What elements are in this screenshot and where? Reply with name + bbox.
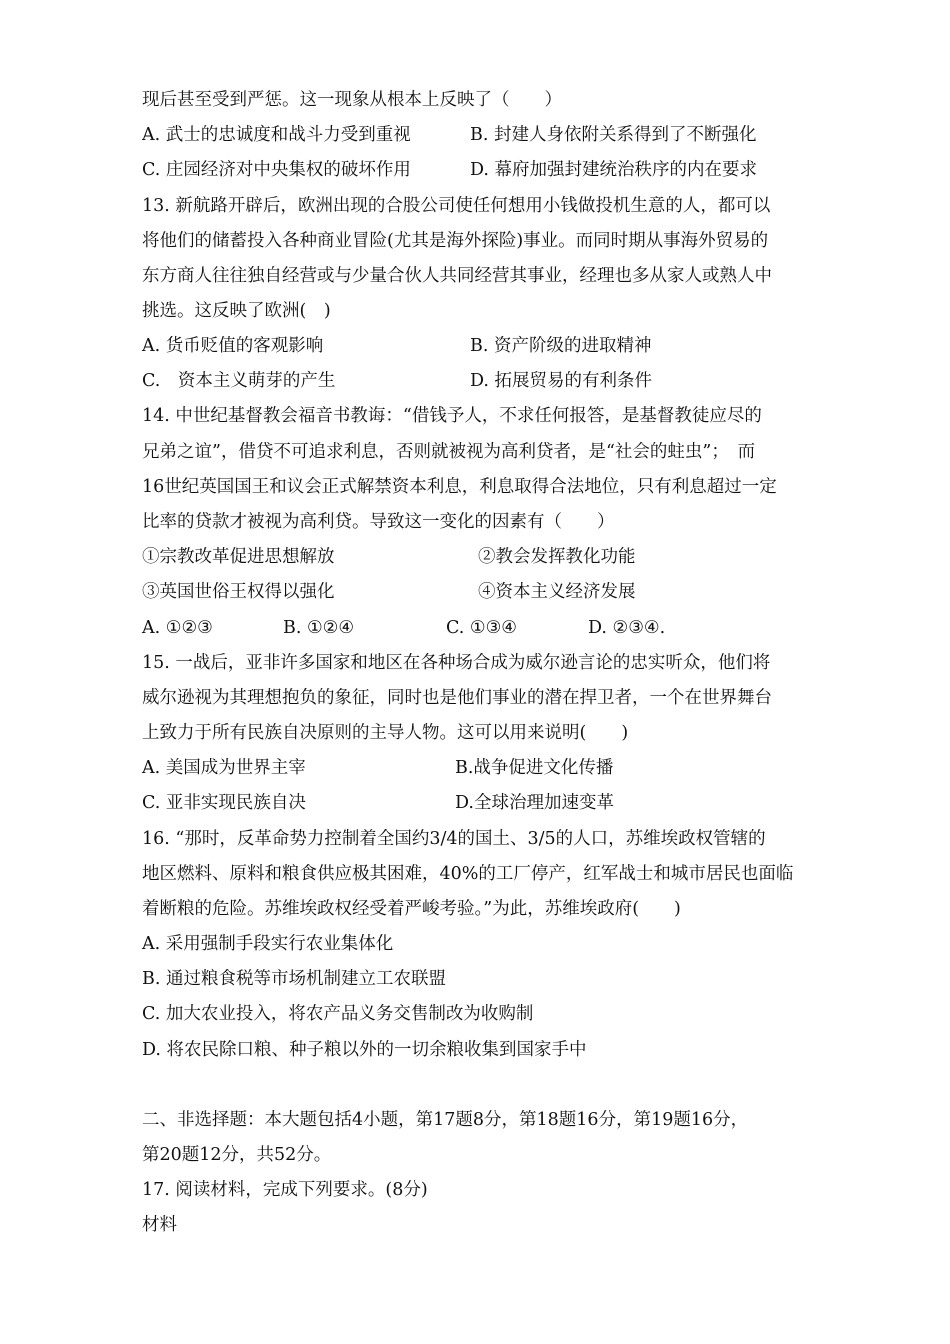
q13-line: 挑选。这反映了欧洲( ) bbox=[142, 301, 331, 321]
q15-line: 威尔逊视为其理想抱负的象征，同时也是他们事业的潜在捍卫者，一个在世界舞台 bbox=[142, 688, 772, 708]
q12-option-b: B. 封建人身依附关系得到了不断强化 bbox=[470, 125, 757, 145]
q13-line: 将他们的储蓄投入各种商业冒险(尤其是海外探险)事业。而同时期从事海外贸易的 bbox=[142, 231, 769, 251]
q15-option-b: B.战争促进文化传播 bbox=[455, 758, 614, 778]
q14-item-3: ③英国世俗王权得以强化 bbox=[142, 582, 335, 602]
q13-line: 13. 新航路开辟后，欧洲出现的合股公司使任何想用小钱做投机生意的人，都可以 bbox=[142, 196, 771, 216]
q15-option-c: C. 亚非实现民族自决 bbox=[142, 793, 306, 813]
q16-option-b: B. 通过粮食税等市场机制建立工农联盟 bbox=[142, 969, 446, 989]
q13-line: 东方商人往往独自经营或与少量合伙人共同经营其事业，经理也多从家人或熟人中 bbox=[142, 266, 772, 286]
q12-option-a: A. 武士的忠诚度和战斗力受到重视 bbox=[142, 125, 411, 145]
q16-line: 着断粮的危险。苏维埃政权经受着严峻考验。”为此，苏维埃政府( ) bbox=[142, 899, 681, 919]
q16-line: 16. “那时，反革命势力控制着全国约3/4的国土、3/5的人口，苏维埃政权管辖的 bbox=[142, 829, 766, 849]
q12-option-c: C. 庄园经济对中央集权的破坏作用 bbox=[142, 160, 411, 180]
q15-option-a: A. 美国成为世界主宰 bbox=[142, 758, 306, 778]
q14-line: 比率的贷款才被视为高利贷。导致这一变化的因素有（ ） bbox=[142, 512, 615, 532]
q17-title: 17. 阅读材料，完成下列要求。(8分) bbox=[142, 1180, 428, 1200]
q15-line: 15. 一战后，亚非许多国家和地区在各种场合成为威尔逊言论的忠实听众，他们将 bbox=[142, 653, 771, 673]
q16-option-a: A. 采用强制手段实行农业集体化 bbox=[142, 934, 394, 954]
q15-option-d: D.全球治理加速变革 bbox=[455, 793, 614, 813]
q14-line: 14. 中世纪基督教会福音书教诲：“借钱予人，不求任何报答，是基督教徒应尽的 bbox=[142, 406, 762, 426]
section2-heading-cont: 第20题12分，共52分。 bbox=[142, 1145, 332, 1165]
q14-option-b: B. ①②④ bbox=[283, 618, 355, 638]
q14-option-a: A. ①②③ bbox=[142, 618, 213, 638]
q14-line: 兄弟之谊”，借贷不可追求利息，否则就被视为高利贷者，是“社会的蛀虫”； 而 bbox=[142, 442, 756, 462]
q17-material-label: 材料 bbox=[142, 1215, 177, 1235]
q12-option-d: D. 幕府加强封建统治秩序的内在要求 bbox=[470, 160, 758, 180]
q13-option-a: A. 货币贬值的客观影响 bbox=[142, 336, 324, 356]
q16-option-d: D. 将农民除口粮、种子粮以外的一切余粮收集到国家手中 bbox=[142, 1040, 587, 1060]
section2-heading: 二、非选择题：本大题包括4小题，第17题8分，第18题16分，第19题16分， bbox=[142, 1110, 749, 1130]
q14-item-4: ④资本主义经济发展 bbox=[478, 582, 636, 602]
q16-line: 地区燃料、原料和粮食供应极其困难，40%的工厂停产，红军战士和城市居民也面临 bbox=[142, 864, 794, 884]
q14-item-1: ①宗教改革促进思想解放 bbox=[142, 547, 335, 567]
q12-tail: 现后甚至受到严惩。这一现象从根本上反映了（ ） bbox=[142, 90, 562, 110]
q15-line: 上致力于所有民族自决原则的主导人物。这可以用来说明( ) bbox=[142, 723, 629, 743]
q13-option-b: B. 资产阶级的进取精神 bbox=[470, 336, 652, 356]
q14-line: 16世纪英国国王和议会正式解禁资本利息，利息取得合法地位，只有利息超过一定 bbox=[142, 477, 777, 497]
q14-item-2: ②教会发挥教化功能 bbox=[478, 547, 636, 567]
q16-option-c: C. 加大农业投入，将农产品义务交售制改为收购制 bbox=[142, 1004, 534, 1024]
q14-option-c: C. ①③④ bbox=[446, 618, 517, 638]
q13-option-d: D. 拓展贸易的有利条件 bbox=[470, 371, 653, 391]
q14-option-d: D. ②③④. bbox=[588, 618, 666, 638]
q13-option-c: C. 资本主义萌芽的产生 bbox=[142, 371, 336, 391]
